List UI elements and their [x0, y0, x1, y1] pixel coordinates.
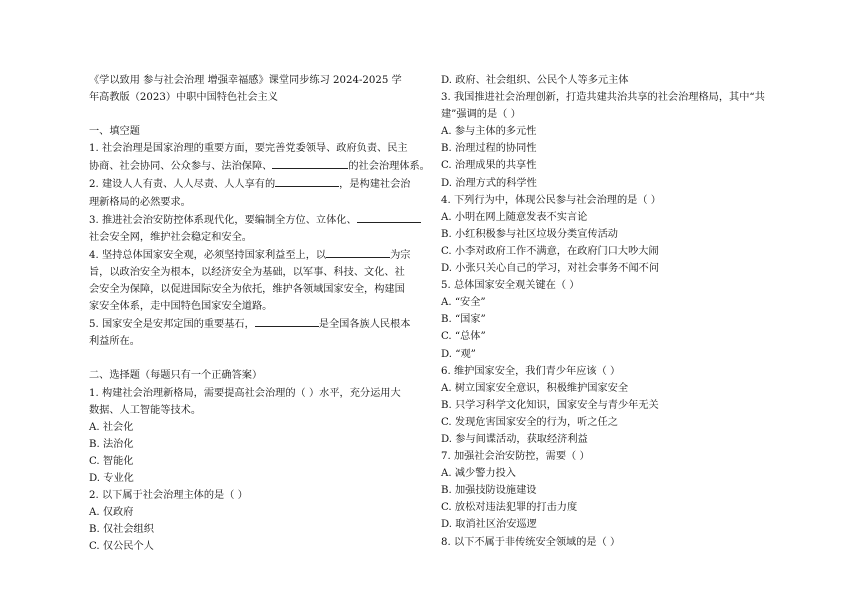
question-line: 2. 以下属于社会治理主体的是（ ） — [89, 490, 248, 502]
left-column — [89, 72, 433, 555]
fill-question-line — [89, 298, 433, 315]
section-heading-choice: 二、选择题（每题只有一个正确答案） — [89, 370, 263, 382]
answer-option: B. “国家” — [441, 314, 486, 326]
answer-option: B. 小红积极参与社区垃圾分类宣传活动 — [441, 228, 618, 240]
fill-question-line — [89, 315, 433, 333]
fill-question-line — [89, 281, 433, 298]
fill-question-line — [89, 333, 433, 350]
question-line: 3. 我国推进社会治理创新，打造共建共治共享的社会治理格局，其中“共 — [441, 92, 765, 104]
question-line: 5. 总体国家安全观关键在（ ） — [441, 280, 580, 292]
fill-text: 5. 国家安全是安邦定国的重要基石， — [89, 319, 255, 331]
question-line: 1. 构建社会治理新格局，需要提高社会治理的（ ）水平，充分运用大 — [89, 387, 401, 399]
fill-question-line — [89, 211, 433, 229]
answer-blank[interactable] — [255, 315, 319, 327]
answer-option: A. 小明在网上随意发表不实言论 — [441, 211, 588, 223]
fill-text: ，是构建社会治 — [339, 179, 411, 191]
answer-option: C. 仅公民个人 — [89, 541, 154, 553]
fill-text: 是全国各族人民根本 — [318, 319, 411, 331]
spacer — [89, 106, 433, 123]
fill-text: 会安全为保障，以促进国际安全为依托，维护各领域国家安全，构建国 — [89, 284, 405, 296]
fill-question-line — [89, 229, 433, 246]
section-heading-fill-in: 一、填空题 — [89, 126, 140, 138]
answer-blank[interactable] — [357, 211, 421, 223]
answer-option: D. “观” — [441, 348, 476, 360]
fill-text: 旨，以政治安全为根本，以经济安全为基础，以军事、科技、文化、社 — [89, 266, 405, 278]
fill-text: 家安全体系，走中国特色国家安全道路。 — [89, 301, 273, 313]
answer-option: B. 法治化 — [89, 438, 134, 450]
answer-option: A. “安全” — [441, 297, 486, 309]
answer-option: A. 减少警力投入 — [441, 468, 516, 480]
answer-option: C. 发现危害国家安全的行为，听之任之 — [441, 416, 618, 428]
answer-option: D. 治理方式的科学性 — [441, 177, 537, 189]
fill-question-line — [89, 246, 433, 264]
answer-option: D. 政府、社会组织、公民个人等多元主体 — [441, 75, 629, 86]
answer-option: B. 仅社会组织 — [89, 524, 154, 536]
answer-option: D. 参与间谍活动，获取经济利益 — [441, 433, 588, 445]
answer-option: B. 只学习科学文化知识，国家安全与青少年无关 — [441, 399, 659, 411]
fill-text: 2. 建设人人有责、人人尽责、人人享有的 — [89, 179, 276, 191]
fill-question-line — [89, 194, 433, 211]
fill-text: 社会安全网，维护社会稳定和安全。 — [89, 231, 252, 243]
fill-text: 1. 社会治理是国家治理的重要方面，要完善党委领导、政府负责、民主 — [89, 143, 408, 155]
answer-option: C. 智能化 — [89, 455, 134, 467]
document-title-line-2: 年高教版（2023）中职中国特色社会主义 — [89, 92, 278, 104]
fill-text: 协商、社会协同、公众参与、法治保障、 — [89, 161, 273, 173]
answer-option: D. 专业化 — [89, 472, 134, 484]
answer-option: A. 社会化 — [89, 421, 134, 433]
answer-blank[interactable] — [272, 157, 348, 169]
fill-text: 理新格局的必然要求。 — [89, 196, 191, 208]
question-line: 8. 以下不属于非传统安全领域的是（ ） — [441, 536, 621, 548]
answer-option: C. “总体” — [441, 331, 486, 343]
fill-text: 3. 推进社会治安防控体系现代化，要编制全方位、立体化、 — [89, 214, 357, 226]
answer-option: D. 取消社区治安巡逻 — [441, 519, 537, 531]
fill-text: 的社会治理体系。 — [348, 161, 430, 173]
answer-option: A. 仅政府 — [89, 507, 134, 519]
answer-option: D. 小张只关心自己的学习，对社会事务不闻不问 — [441, 263, 660, 275]
question-line: 4. 下列行为中，体现公民参与社会治理的是（ ） — [441, 194, 661, 206]
fill-text: 利益所在。 — [89, 336, 140, 348]
right-column — [441, 72, 785, 551]
fill-question-line — [89, 140, 433, 157]
answer-option: C. 小李对政府工作不满意，在政府门口大吵大闹 — [441, 245, 659, 257]
fill-question-line — [89, 264, 433, 281]
fill-question-line — [89, 175, 433, 193]
question-line: 建”强调的是（ ） — [441, 109, 521, 121]
document-title-line-1: 《学以致用 参与社会治理 增强幸福感》课堂同步练习 2024-2025 学 — [89, 75, 402, 86]
answer-option: A. 参与主体的多元性 — [441, 126, 537, 138]
answer-option: C. 放松对违法犯罪的打击力度 — [441, 502, 578, 514]
question-line: 数据、人工智能等技术。 — [89, 404, 202, 416]
fill-text: 4. 坚持总体国家安全观，必须坚持国家利益至上，以 — [89, 249, 327, 261]
answer-option: B. 治理过程的协同性 — [441, 143, 537, 155]
answer-blank[interactable] — [326, 246, 390, 258]
spacer — [89, 350, 433, 367]
fill-text: 为宗 — [390, 249, 411, 261]
answer-option: B. 加强技防设施建设 — [441, 485, 537, 497]
answer-option: C. 治理成果的共享性 — [441, 160, 537, 172]
fill-question-line — [89, 157, 433, 175]
answer-blank[interactable] — [275, 175, 339, 187]
question-line: 7. 加强社会治安防控，需要（ ） — [441, 451, 590, 463]
question-line: 6. 维护国家安全，我们青少年应该（ ） — [441, 365, 621, 377]
answer-option: A. 树立国家安全意识，积极维护国家安全 — [441, 382, 629, 394]
